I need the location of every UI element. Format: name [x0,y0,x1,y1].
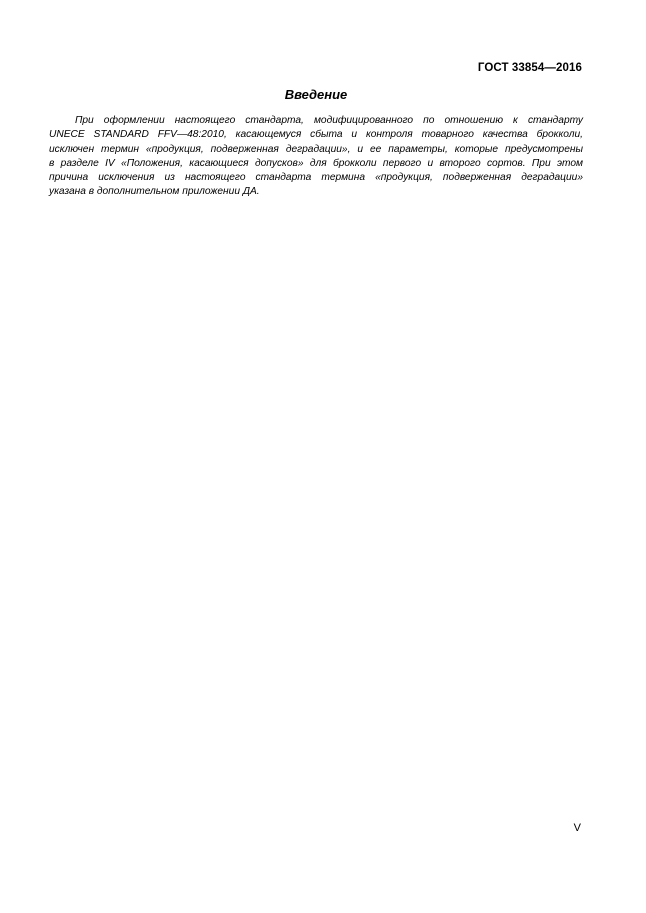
paragraph-line: UNECE STANDARD FFV—48:2010, касающемуся сбыта и контроля товарного качества брокколи, [49,129,583,141]
page-number: V [573,822,581,834]
intro-paragraph [49,114,583,200]
document-code: ГОСТ 33854—2016 [477,62,582,74]
paragraph-line: причина исключения из настоящего стандарта термина «продукция, подверженная деградации» [49,172,583,184]
paragraph-line: исключен термин «продукция, подверженная деградации», и ее параметры, которые предусмотрены [49,143,583,155]
paragraph-line: При оформлении настоящего стандарта, модифицированного по отношению к стандарту [75,115,583,126]
paragraph-line: в разделе IV «Положения, касающиеся допусков» для брокколи первого и второго сортов. При этом [49,157,583,169]
paragraph-line: указана в дополнительном приложении ДА. [49,186,260,198]
section-title: Введение [284,87,348,102]
